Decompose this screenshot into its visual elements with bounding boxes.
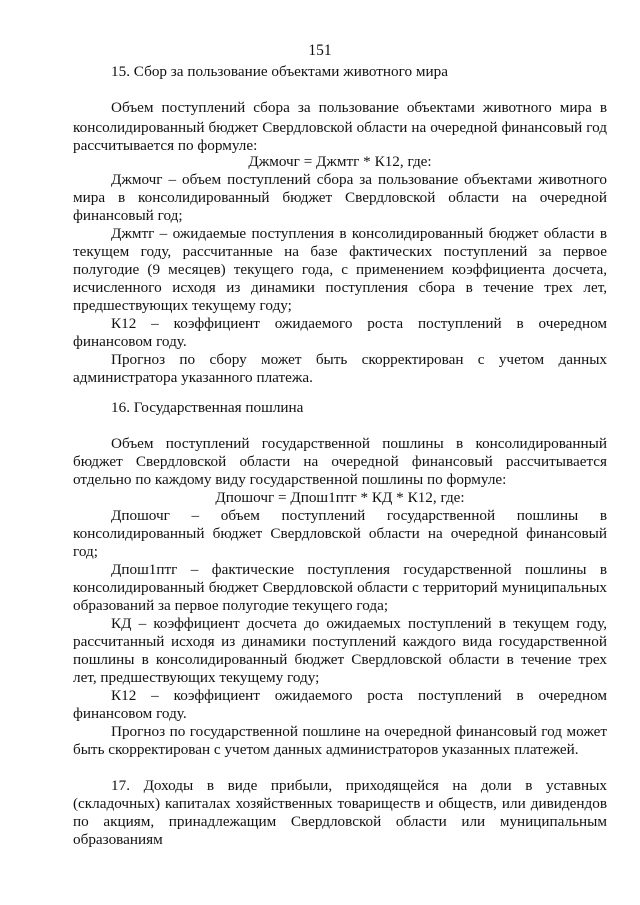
paragraph-line: консолидированный бюджет Свердловской области на очередной финансовый год: [73, 119, 607, 136]
paragraph-line: мира в консолидированный бюджет Свердловской области на очередной: [73, 189, 607, 206]
paragraph-line: предшествующих текущему году;: [73, 297, 292, 314]
paragraph-line: консолидированный бюджет Свердловской области на очередной финансовый: [73, 525, 607, 542]
paragraph-line: полугодие (9 месяцев) текущего года, с применением коэффициента досчета,: [73, 261, 607, 278]
paragraph-line: лет, предшествующих текущему году;: [73, 669, 320, 686]
paragraph-line: Дпош1птг – фактические поступления государственной пошлины в: [111, 561, 607, 578]
paragraph-line: финансовый год;: [73, 207, 183, 224]
paragraph-line: отдельно по каждому виду государственной пошлины по формуле:: [73, 471, 507, 488]
paragraph-line: Прогноз по сбору может быть скорректирован с учетом данных: [111, 351, 607, 368]
paragraph-line: год;: [73, 543, 98, 560]
section-17-heading-line: (складочных) капиталах хозяйственных товариществ и обществ, или дивидендов: [73, 795, 607, 812]
section-16-heading: 16. Государственная пошлина: [111, 399, 304, 416]
paragraph-line: КД – коэффициент досчета до ожидаемых поступлений в текущем году,: [111, 615, 607, 632]
paragraph-line: К12 – коэффициент ожидаемого роста поступлений в очередном: [111, 687, 607, 704]
paragraph-line: финансовом году.: [73, 705, 187, 722]
formula: Дпошочг = Дпош1птг * КД * К12, где:: [215, 489, 465, 506]
paragraph-line: Объем поступлений сбора за пользование объектами животного мира в: [111, 99, 607, 116]
paragraph-line: рассчитывается по формуле:: [73, 137, 258, 154]
section-15-heading: 15. Сбор за пользование объектами животного мира: [111, 63, 448, 80]
paragraph-line: образований за первое полугодие текущего года;: [73, 597, 389, 614]
paragraph-line: консолидированный бюджет Свердловской области с территорий муниципальных: [73, 579, 607, 596]
formula: Джмочг = Джмтг * К12, где:: [248, 153, 432, 170]
paragraph-line: Джмочг – объем поступлений сбора за пользование объектами животного: [111, 171, 607, 188]
section-17-heading-line: образованиям: [73, 831, 163, 848]
paragraph-line: Объем поступлений государственной пошлины в консолидированный: [111, 435, 607, 452]
paragraph-line: бюджет Свердловской области на очередной финансовый рассчитывается: [73, 453, 607, 470]
section-17-heading-line: по акциям, принадлежащим Свердловской области или муниципальным: [73, 813, 607, 830]
paragraph-line: финансовом году.: [73, 333, 187, 350]
paragraph-line: Джмтг – ожидаемые поступления в консолидированный бюджет области в: [111, 225, 607, 242]
paragraph-line: исчисленного исходя из динамики поступления сбора в течение трех лет,: [73, 279, 607, 296]
paragraph-line: пошлины в консолидированный бюджет Свердловской области в течение трех: [73, 651, 607, 668]
paragraph-line: Прогноз по государственной пошлине на очередной финансовый год может: [111, 723, 607, 740]
paragraph-line: К12 – коэффициент ожидаемого роста поступлений в очередном: [111, 315, 607, 332]
paragraph-line: Дпошочг – объем поступлений государственной пошлины в: [111, 507, 607, 524]
section-17-heading: 17. Доходы в виде прибыли, приходящейся на доли в уставных: [111, 777, 607, 794]
paragraph-line: текущем году, рассчитанные на базе фактических поступлений за первое: [73, 243, 607, 260]
page-number: 151: [308, 42, 332, 59]
paragraph-line: администратора указанного платежа.: [73, 369, 313, 386]
paragraph-line: быть скорректирован с учетом данных администраторов указанных платежей.: [73, 741, 579, 758]
paragraph-line: рассчитанный исходя из динамики поступлений каждого вида государственной: [73, 633, 607, 650]
